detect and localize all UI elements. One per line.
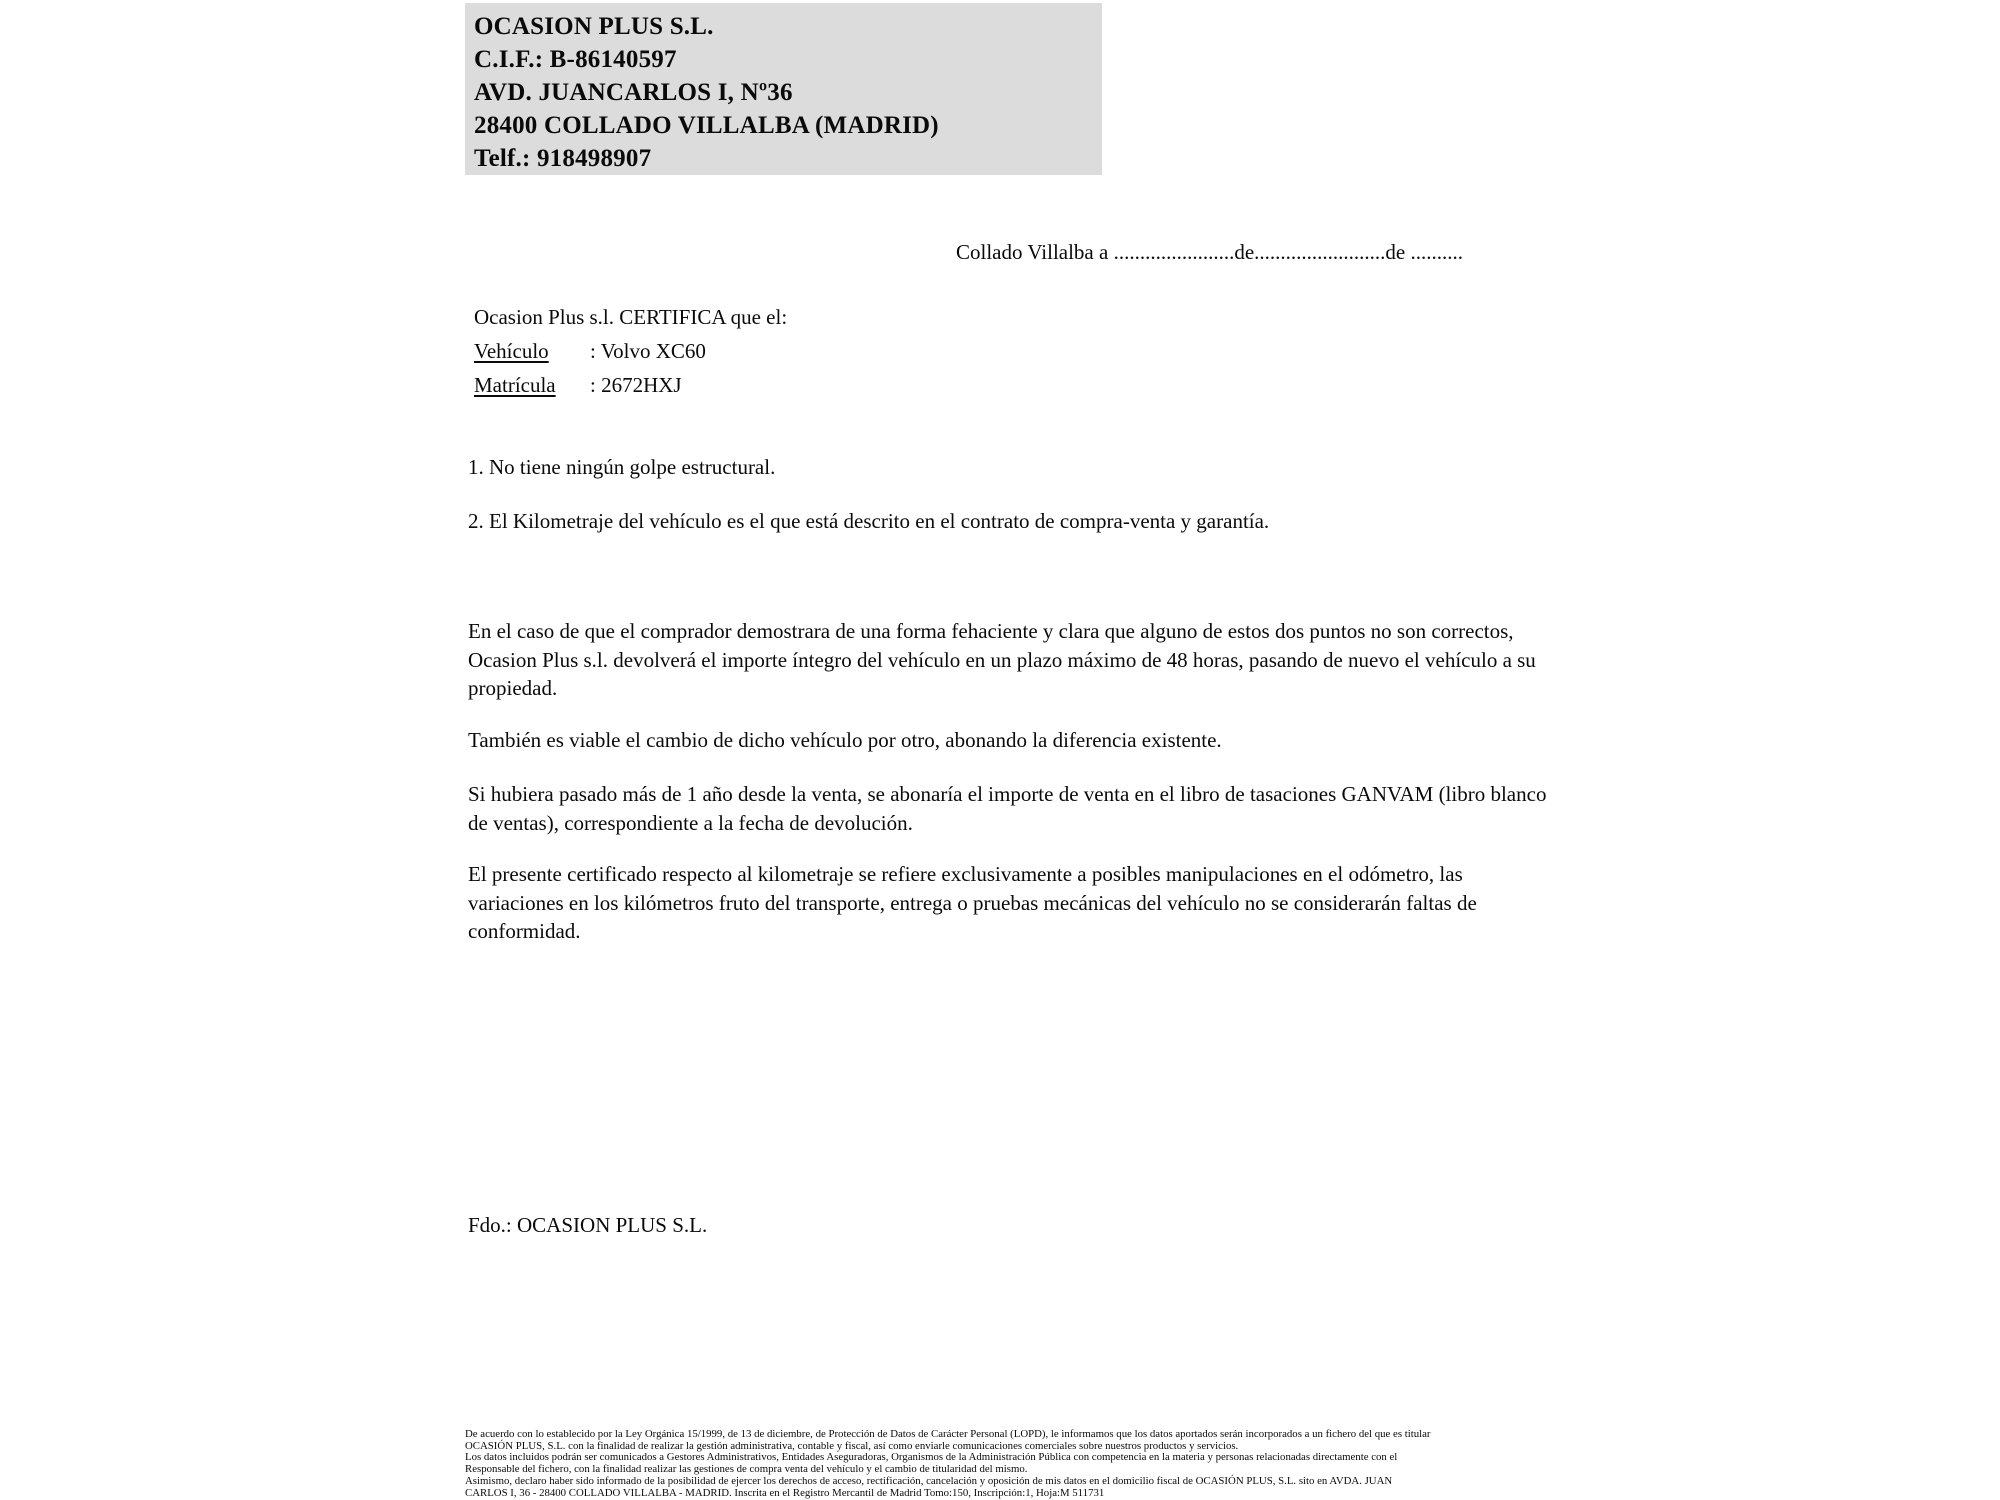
certified-point-1: 1. No tiene ningún golpe estructural. — [468, 455, 776, 479]
certification-block — [474, 300, 787, 402]
legal-footer-line: Los datos incluidos podrán ser comunicados a Gestores Administrativos, Entidades Aseguradoras, Organismos de la Administración Pública con competencia en la materia y personas relacionadas directamente con el — [465, 1451, 1398, 1464]
ganvam-paragraph: Si hubiera pasado más de 1 año desde la venta, se abonaría el importe de venta en el libro de tasaciones GANVAM (libro blanco de ventas), correspondiente a la fecha de devolución. — [468, 782, 1547, 835]
vehicle-row — [474, 334, 787, 368]
vehicle-label: Vehículo — [474, 339, 549, 363]
signature-line: Fdo.: OCASION PLUS S.L. — [468, 1213, 708, 1237]
vehicle-label-cell — [474, 334, 590, 368]
refund-paragraph: En el caso de que el comprador demostrara de una forma fehaciente y clara que alguno de estos dos puntos no son correctos, Ocasion Plus s.l. devolverá el importe íntegro del vehículo en un plazo máximo de 48 horas, pasando de nuevo el vehículo a su propiedad. — [468, 619, 1536, 700]
company-header-block — [465, 3, 1102, 175]
legal-footer-line: OCASIÓN PLUS, S.L. con la finalidad de realizar la gestión administrativa, contable y fiscal, así como enviarle comunicaciones comerciales sobre nuestros productos y servicios. — [465, 1439, 1239, 1452]
odometer-paragraph: El presente certificado respecto al kilometraje se refiere exclusivamente a posibles manipulaciones en el odómetro, las variaciones en los kilómetros fruto del transporte, entrega o pruebas mecánicas del vehículo no se considerarán faltas de conformidad. — [468, 862, 1477, 943]
plate-row — [474, 368, 787, 402]
legal-footer-line: Asimismo, declaro haber sido informado de la posibilidad de ejercer los derechos de acceso, rectificación, cancelación y oposición de mis datos en el domicilio fiscal de OCASIÓN PLUS, S.L. sito en AVDA. JUAN — [465, 1474, 1393, 1487]
certification-intro: Ocasion Plus s.l. CERTIFICA que el: — [474, 305, 788, 329]
vehicle-value: : Volvo XC60 — [590, 339, 706, 363]
company-address: AVD. JUANCARLOS I, Nº36 — [474, 79, 793, 106]
certified-point-2: 2. El Kilometraje del vehículo es el que está descrito en el contrato de compra-venta y garantía. — [468, 509, 1270, 533]
plate-label: Matrícula — [474, 373, 556, 397]
legal-footer-line: CARLOS I, 36 - 28400 COLLADO VILLALBA - MADRID. Inscrita en el Registro Mercantil de Madrid Tomo:150, Inscripción:1, Hoja:M 511731 — [465, 1486, 1105, 1499]
legal-footer — [465, 1429, 1565, 1499]
company-name: OCASION PLUS S.L. — [474, 13, 714, 40]
company-city: 28400 COLLADO VILLALBA (MADRID) — [474, 112, 939, 139]
plate-value: : 2672HXJ — [590, 373, 682, 397]
plate-label-cell — [474, 368, 590, 402]
company-cif: C.I.F.: B-86140597 — [474, 46, 677, 73]
date-line: Collado Villalba a .......................de.........................de .......... — [956, 240, 1463, 264]
legal-footer-line: De acuerdo con lo establecido por la Ley Orgánica 15/1999, de 13 de diciembre, de Protección de Datos de Carácter Personal (LOPD), le informamos que los datos aportados serán incorporados a un fichero del que es titular — [465, 1428, 1431, 1440]
exchange-paragraph: También es viable el cambio de dicho vehículo por otro, abonando la diferencia existente. — [468, 728, 1222, 752]
legal-footer-line: Responsable del fichero, con la finalidad realizar las gestiones de compra venta del vehículo y el cambio de titularidad del mismo. — [465, 1463, 1028, 1476]
company-phone: Telf.: 918498907 — [474, 145, 652, 172]
